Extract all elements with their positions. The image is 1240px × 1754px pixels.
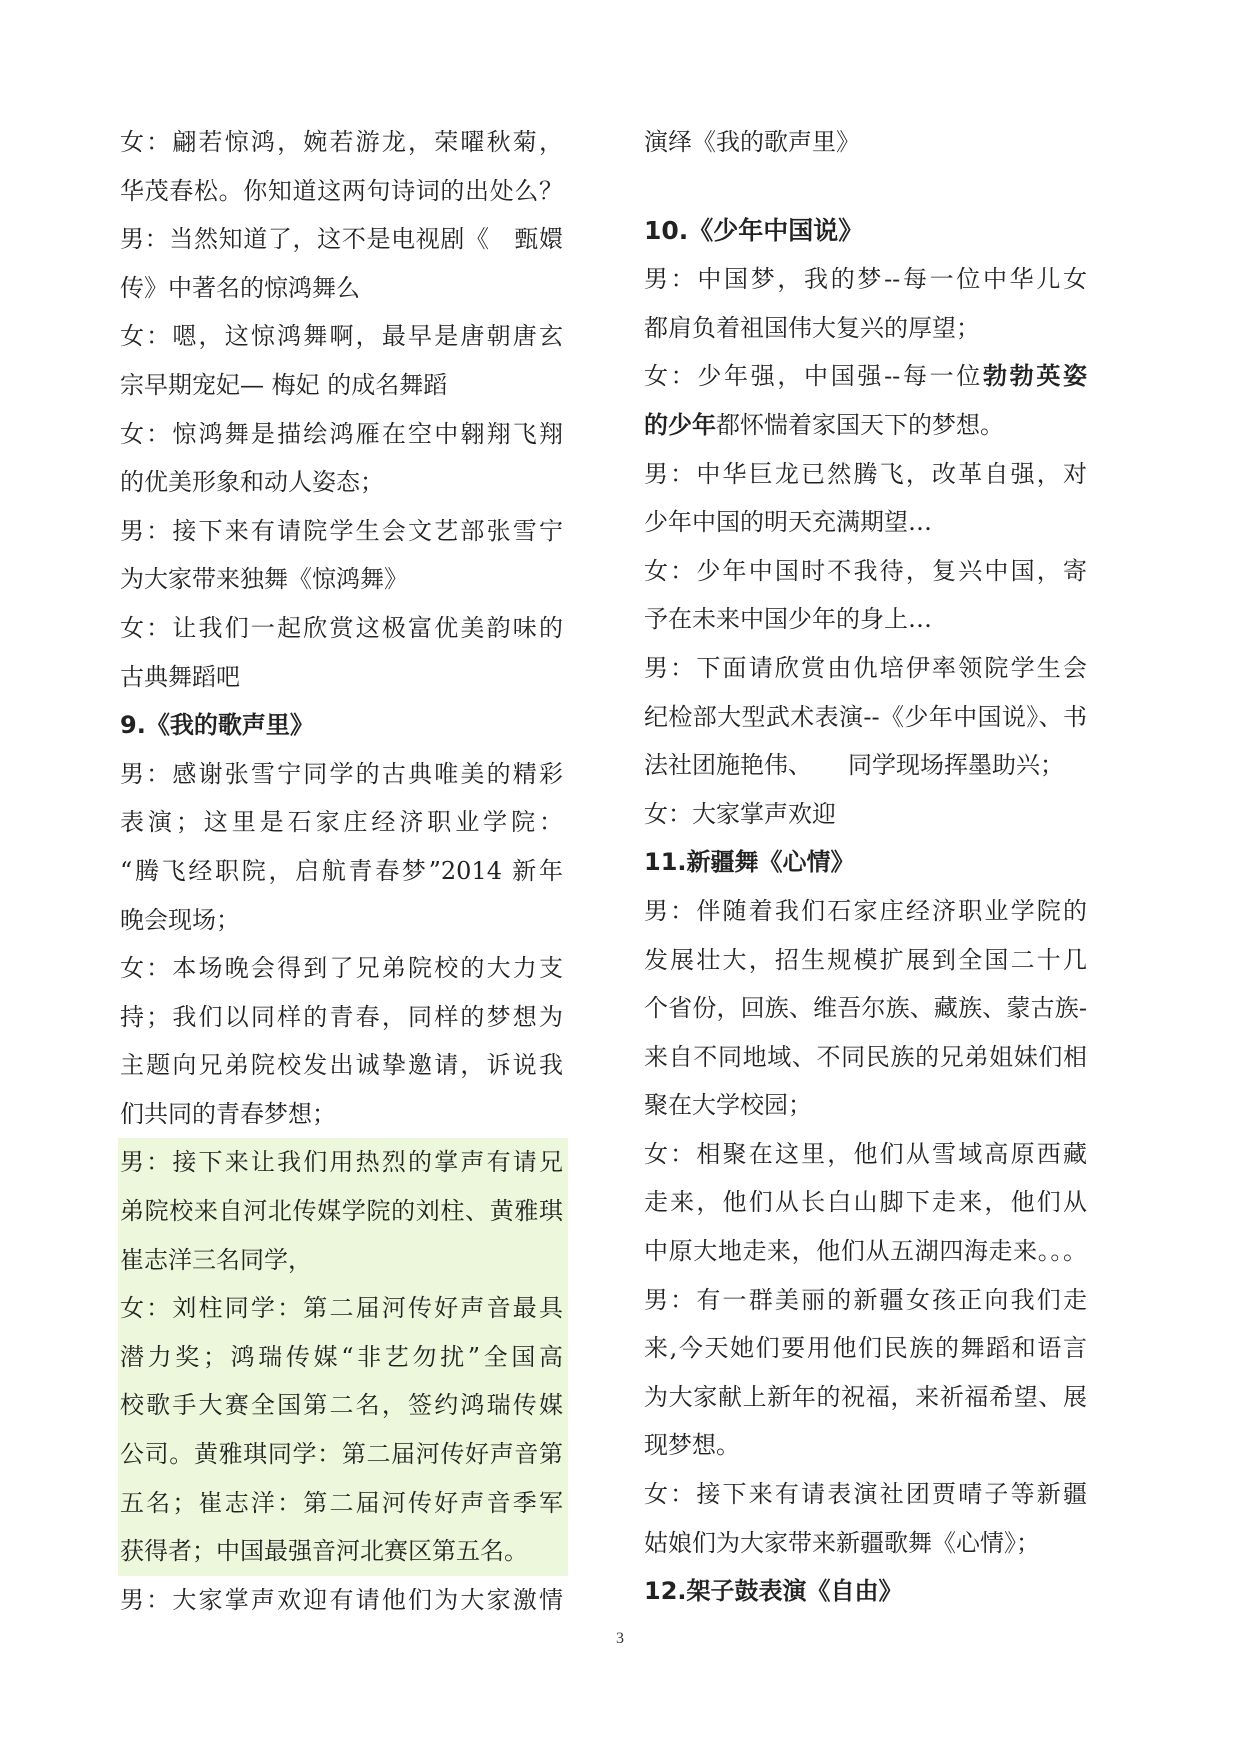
text-line: 现梦想。 (644, 1431, 740, 1460)
text-line: 华茂春松。你知道这两句诗词的出处么？ (120, 176, 563, 205)
right-column (644, 118, 1087, 1616)
highlighted-line: 公司。黄雅琪同学：第二届河传好声音第 (118, 1430, 568, 1479)
text-line: 发展壮大，招生规模扩展到全国二十几 (644, 945, 1087, 974)
text-line: 们共同的青春梦想； (120, 1099, 336, 1128)
text-line: 聚在大学校园； (644, 1091, 812, 1120)
text-line: 法社团施艳伟、 同学现场挥墨助兴； (644, 751, 1064, 780)
text-line: 都肩负着祖国伟大复兴的厚望； (644, 313, 980, 342)
section-heading-11: 11.新疆舞《心情》 (644, 848, 855, 877)
text-line: 男：伴随着我们石家庄经济职业学院的 (644, 896, 1087, 925)
page-number: 3 (616, 1630, 624, 1647)
text-line: 女：相聚在这里，他们从雪域高原西藏 (644, 1139, 1087, 1168)
text-line: 女：翩若惊鸿，婉若游龙，荣曜秋菊， (120, 128, 563, 156)
text-line: 女：本场晚会得到了兄弟院校的大力支 (120, 954, 563, 983)
highlighted-line: 获得者；中国最强音河北赛区第五名。 (118, 1527, 568, 1576)
text-segment: 女：少年强，中国强--每一位 (644, 362, 983, 391)
text-line: 予在未来中国少年的身上… (644, 605, 932, 634)
text-line: 男：中华巨龙已然腾飞，改革自强，对 (644, 459, 1087, 488)
text-line: 表演；这里是石家庄经济职业学院： (120, 808, 563, 837)
text-line: 主题向兄弟院校发出诚挚邀请，诉说我 (120, 1051, 563, 1080)
highlighted-line: 男：接下来让我们用热烈的掌声有请兄 (118, 1138, 568, 1187)
text-line: 传》中著名的惊鸿舞么 (120, 273, 360, 302)
text-line-mixed (644, 401, 1087, 450)
section-heading-10: 10.《少年中国说》 (644, 215, 864, 245)
text-line: 男：有一群美丽的新疆女孩正向我们走 (644, 1285, 1087, 1314)
text-line: 宗早期宠妃— 梅妃 的成名舞蹈 (120, 370, 448, 399)
text-line: 来,今天她们要用他们民族的舞蹈和语言 (644, 1334, 1087, 1363)
text-line: 演绎《我的歌声里》 (644, 128, 860, 156)
text-line: 男：当然知道了，这不是电视剧《 甄嬛 (120, 225, 563, 254)
text-line: 少年中国的明天充满期望… (644, 508, 932, 537)
text-line: 男：大家掌声欢迎有请他们为大家激情 (120, 1585, 563, 1614)
text-line: 男：下面请欣赏由仇培伊率领院学生会 (644, 653, 1087, 682)
highlighted-line: 弟院校来自河北传媒学院的刘柱、黄雅琪 (118, 1187, 568, 1236)
text-line: 晚会现场； (120, 905, 240, 934)
bold-text: 勃勃英姿 (982, 361, 1087, 391)
text-line: 姑娘们为大家带来新疆歌舞《心情》； (644, 1528, 1040, 1557)
text-line: 女：惊鸿舞是描绘鸿雁在空中翱翔飞翔 (120, 419, 563, 448)
text-line: 为大家带来独舞《惊鸿舞》 (120, 565, 408, 594)
text-line: 来自不同地域、不同民族的兄弟姐妹们相 (644, 1042, 1087, 1071)
text-line: 古典舞蹈吧 (120, 662, 240, 691)
left-column (120, 118, 563, 1624)
text-line: “腾飞经职院，启航青春梦”2014 新年 (120, 856, 563, 885)
text-line: 女：少年中国时不我待，复兴中国，寄 (644, 556, 1087, 585)
highlighted-line: 校歌手大赛全国第二名，签约鸿瑞传媒 (118, 1381, 568, 1430)
highlighted-line: 女：刘柱同学：第二届河传好声音最具 (118, 1284, 568, 1333)
section-heading-9: 9.《我的歌声里》 (120, 711, 314, 740)
text-line-mixed (644, 352, 1087, 401)
text-line: 的优美形象和动人姿态； (120, 468, 384, 497)
text-line: 男：感谢张雪宁同学的古典唯美的精彩 (120, 759, 563, 788)
text-line: 走来，他们从长白山脚下走来，他们从 (644, 1188, 1087, 1217)
highlighted-line: 崔志洋三名同学， (118, 1236, 568, 1285)
text-line: 个省份，回族、维吾尔族、藏族、蒙古族- (644, 994, 1087, 1023)
text-line: 中原大地走来，他们从五湖四海走来。。。 (644, 1237, 1087, 1266)
text-line: 女：让我们一起欣赏这极富优美韵味的 (120, 613, 563, 642)
text-line: 女：嗯，这惊鸿舞啊，最早是唐朝唐玄 (120, 322, 563, 351)
section-heading-12: 12.架子鼓表演《自由》 (644, 1577, 903, 1606)
text-line: 男：接下来有请院学生会文艺部张雪宁 (120, 516, 563, 545)
text-line: 女：大家掌声欢迎 (644, 799, 836, 828)
text-line: 女：接下来有请表演社团贾晴子等新疆 (644, 1480, 1087, 1509)
highlighted-line: 五名；崔志洋：第二届河传好声音季军 (118, 1479, 568, 1528)
highlighted-line: 潜力奖；鸿瑞传媒“非艺勿扰”全国高 (118, 1333, 568, 1382)
text-line: 男：中国梦，我的梦--每一位中华儿女 (644, 265, 1087, 294)
text-line: 纪检部大型武术表演--《少年中国说》、书 (644, 702, 1087, 731)
text-segment: 都怀惴着家国天下的梦想。 (716, 410, 1004, 439)
text-line: 持；我们以同样的青春，同样的梦想为 (120, 1002, 563, 1031)
text-line: 为大家献上新年的祝福，来祈福希望、展 (644, 1382, 1087, 1411)
bold-text: 的少年 (644, 409, 716, 439)
